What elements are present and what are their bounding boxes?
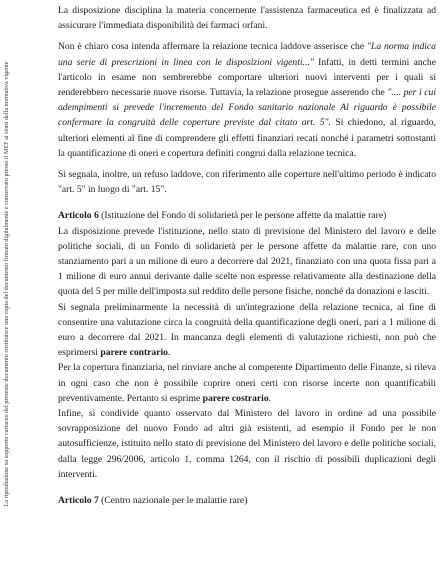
article-6-p2-end: . xyxy=(167,347,171,359)
article-6-subtitle: (Istituzione del Fondo di solidarietà per le persone affette da malattie rare) xyxy=(98,210,387,222)
article-6-paragraph-1: La disposizione prevede l'istituzione, nello stato di previsione del Ministero del lavoro e delle politiche sociali, di un Fondo di solidarietà per le persone affette da malattie rare, con uno stanziamento pari a un milione di euro a decorrere dal 2021, finanziato con una quota fissa pari a 1 milione di euro annui derivante dalle scelte non espresse relativamente alla destinazione della quota del 5 per mille dell'imposta sul reddito delle persone fisiche, nonché da donazioni e lasciti. xyxy=(58,225,436,298)
document-page xyxy=(58,3,436,508)
article-6-p3-end: . xyxy=(268,392,272,404)
intro-p2-text-3: Si chiedono, al riguardo, ulteriori elementi al fine di comprendere gli effetti finanziari recati nonché i parametri sottostanti la quantificazione di oneri e copertura definiti congrui dalla relazione tecnica. xyxy=(58,117,437,159)
article-6-p2-bold: parere contrario xyxy=(100,347,168,359)
article-6-paragraph-2 xyxy=(58,300,436,361)
intro-paragraph-2 xyxy=(58,39,436,161)
article-6-heading xyxy=(58,208,436,223)
article-6-paragraph-4: Infine, si condivide quanto osservato dal Ministero del lavoro in ordine ad una possibile sovrapposizione del nuovo Fondo ad altri già esistenti, ad esempio il Fondo per le non autosufficienze, istituito nello stato di previsione del Ministero del lavoro e delle politiche sociali, dalla legge 296/2006, articolo 1, comma 1264, con il rischio di possibili duplicazioni degli interventi. xyxy=(58,408,436,480)
article-6-p2-text: Si segnala preliminarmente la necessità di un'integrazione della relazione tecnica, al fine di consentire una valutazione circa la congruità della quantificazione degli oneri, pari a 1 milione di euro a decorrere dal 2021. In mancanza degli elementi di valutazione richiesti, non può che esprimersi xyxy=(58,301,436,359)
article-6-p3-bold: parere costrario xyxy=(202,392,269,404)
article-7-subtitle: (Centro nazionale per le malattie rare) xyxy=(98,495,248,507)
article-6-paragraph-3 xyxy=(58,360,436,406)
margin-note-text: La riproduzione su supporto cartaceo del presente documento costituisce una copia del documento firmato digitalmente e conservato presso il MEF ai sensi della normativa vigente xyxy=(3,61,10,507)
article-6-title: Articolo 6 xyxy=(58,210,99,222)
intro-paragraph-1: La disposizione disciplina la materia concernente l'assistenza farmaceutica ed è finalizzata ad assicurare l'immediata disponibilità dei farmaci orfani. xyxy=(58,5,436,32)
article-7-heading xyxy=(58,493,436,508)
intro-p2-text-2: Infatti, in detti termini anche l'articolo in esame non sembrerebbe comportare ulteriori nuovi interventi per i quali si renderebbero necessarie nuove risorse. Tuttavia, la relazione prosegue asserendo che xyxy=(58,56,436,99)
intro-p2-quote-2: ".... per i cui adempimenti si prevede l'incremento del Fondo sanitario nazionale Al riguardo è possibile confermare la congruità delle coperture previste dal citato art. 5". xyxy=(58,87,436,129)
article-6-p3-text: Per la copertura finanziaria, nel rinviare anche al competente Dipartimento delle Finanze, si rileva in ogni caso che non è possibile coprire oneri certi con risorse incerte non quantificabili preventivamente. Pertanto si esprime xyxy=(58,362,436,404)
article-7-title: Articolo 7 xyxy=(58,495,99,507)
intro-p2-quote-1: "La norma indica una serie di prescrizioni in linea con le disposizioni vigenti..." xyxy=(58,41,436,68)
intro-p2-text-1: Non è chiaro cosa intenda affermare la relazione tecnica laddove asserisce che xyxy=(58,41,367,53)
intro-paragraph-3: Si segnala, inoltre, un refuso laddove, con riferimento alle coperture nell'ultimo periodo è indicato "art. 5" in luogo di "art. 15". xyxy=(58,169,436,196)
margin-note xyxy=(0,0,12,565)
